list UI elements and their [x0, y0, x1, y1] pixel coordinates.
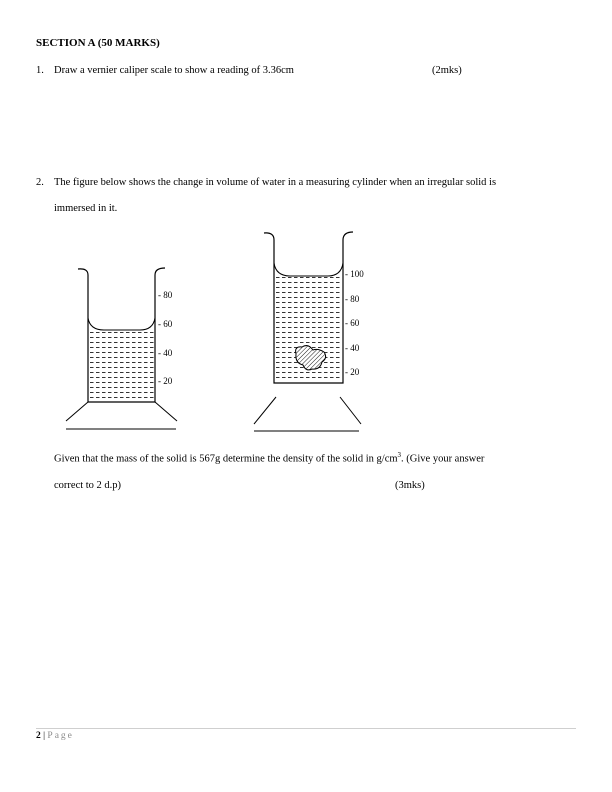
measuring-cylinders-figure — [0, 225, 612, 440]
scale-label-60: - 60 — [158, 319, 173, 329]
question-2-prompt-line-2: correct to 2 d.p) — [54, 480, 122, 491]
page-word: Page — [47, 731, 74, 741]
scale-label-80: - 80 — [158, 290, 173, 300]
base-left-leg — [66, 402, 88, 421]
footer-divider — [36, 728, 576, 729]
scale-label-40: - 40 — [158, 348, 173, 358]
base-right-leg — [340, 397, 361, 424]
water-before — [89, 330, 155, 402]
question-1-marks: (2mks) — [432, 65, 462, 76]
question-2-prompt-text: Given that the mass of the solid is 567g determine the density of the solid in g/cm — [54, 453, 398, 465]
scale-label-100: - 100 — [345, 269, 364, 279]
section-heading: SECTION A (50 MARKS) — [36, 37, 160, 49]
scale-label-20: - 20 — [158, 376, 173, 386]
footer-separator: | — [43, 731, 46, 741]
meniscus-before — [88, 318, 155, 330]
meniscus-after — [274, 263, 343, 276]
scale-label-20: - 20 — [345, 367, 360, 377]
question-2-line-1: The figure below shows the change in volume of water in a measuring cylinder when an irregular solid is — [54, 177, 497, 188]
question-1-text: Draw a vernier caliper scale to show a reading of 3.36cm — [54, 65, 294, 76]
question-2-number: 2. — [36, 177, 44, 188]
scale-label-80: - 80 — [345, 294, 360, 304]
scale-label-60: - 60 — [345, 318, 360, 328]
question-2-prompt — [54, 451, 484, 465]
cylinder-before — [66, 268, 177, 429]
page-number: 2 — [36, 731, 41, 741]
question-2-line-2: immersed in it. — [54, 203, 118, 214]
base-left-leg — [254, 397, 276, 424]
scale-label-40: - 40 — [345, 343, 360, 353]
cylinder-after — [254, 232, 364, 431]
page-footer — [36, 731, 74, 741]
question-2-prompt-suffix: . (Give your answer — [401, 453, 485, 465]
base-right-leg — [155, 402, 177, 421]
question-1-number: 1. — [36, 65, 44, 76]
unit-superscript: 3 — [397, 451, 402, 459]
question-2-marks: (3mks) — [395, 480, 425, 491]
